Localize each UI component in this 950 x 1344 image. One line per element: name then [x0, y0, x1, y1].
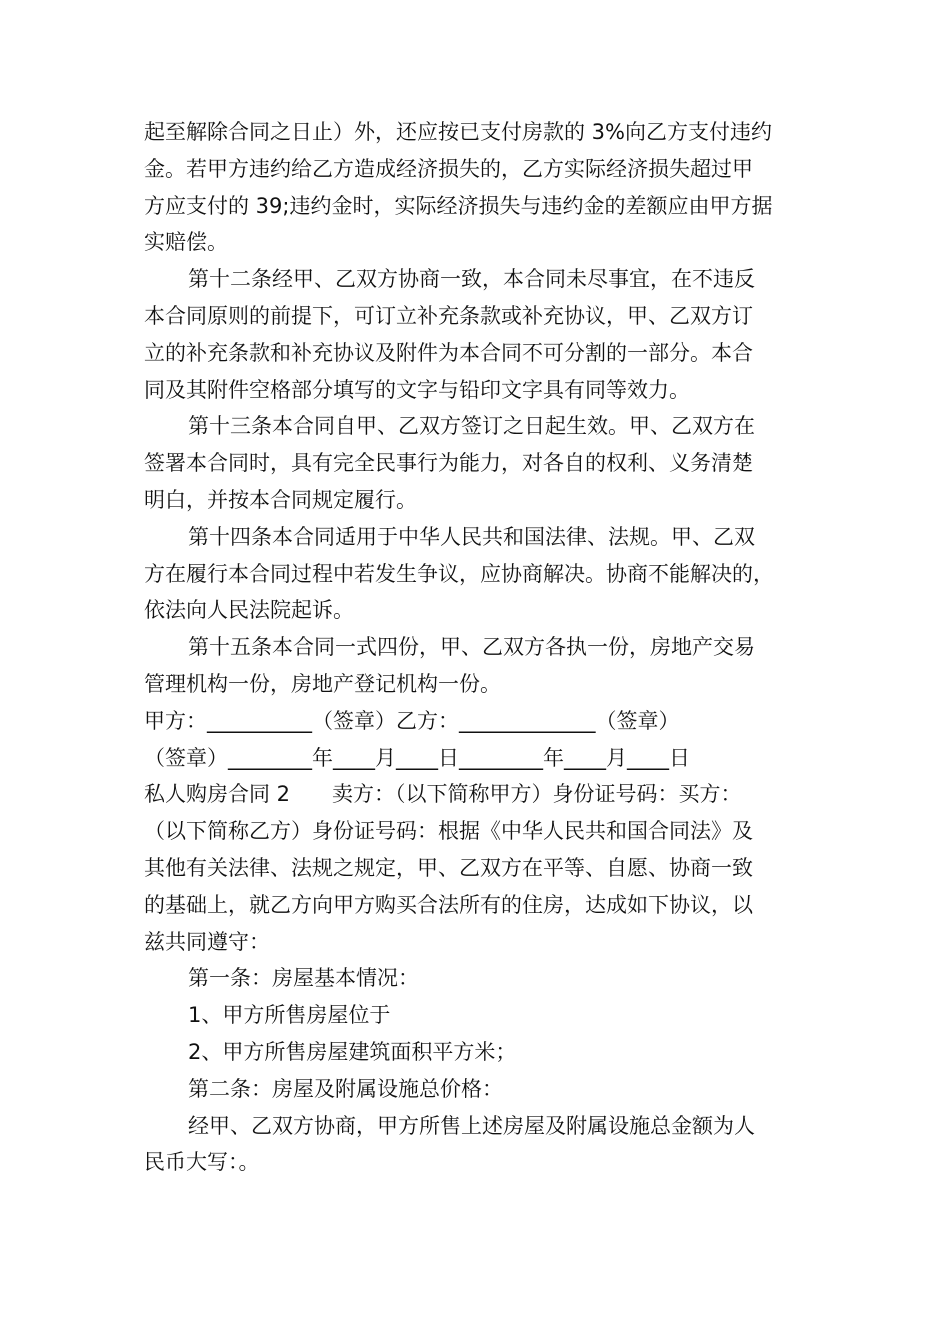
text-line: 金。若甲方违约给乙方造成经济损失的，乙方实际经济损失超过甲	[144, 156, 753, 181]
text-line: 依法向人民法院起诉。	[144, 598, 354, 623]
list-item: 1、甲方所售房屋位于	[188, 1003, 391, 1028]
article-12-line: 第十二条经甲、乙双方协商一致，本合同未尽事宜，在不违反	[188, 267, 755, 292]
text-line: 兹共同遵守：	[144, 929, 270, 954]
text-line: 经甲、乙双方协商，甲方所售上述房屋及附属设施总金额为人	[188, 1113, 755, 1138]
text-line: 民币大写：。	[144, 1150, 260, 1175]
contract-text	[144, 114, 814, 1181]
text-line: 其他有关法律、法规之规定，甲、乙双方在平等、自愿、协商一致	[144, 855, 753, 880]
article-13-line: 第十三条本合同自甲、乙双方签订之日起生效。甲、乙双方在	[188, 414, 755, 439]
text-line: 方应支付的 39;违约金时，实际经济损失与违约金的差额应由甲方据	[144, 193, 773, 218]
text-line: 的基础上，就乙方向甲方购买合法所有的住房，达成如下协议，以	[144, 892, 753, 917]
signature-line: 甲方：__________（签章）乙方：_____________（签章）	[144, 708, 680, 733]
article-15-line: 第十五条本合同一式四份，甲、乙双方各执一份，房地产交易	[188, 635, 755, 660]
text-line: 起至解除合同之日止）外，还应按已支付房款的 3%向乙方支付违约	[144, 120, 772, 144]
contract-2-heading-line: 私人购房合同 2 卖方：（以下简称甲方）身份证号码：买方：	[144, 782, 742, 807]
article-14-line: 第十四条本合同适用于中华人民共和国法律、法规。甲、乙双	[188, 524, 755, 549]
text-line: 本合同原则的前提下，可订立补充条款或补充协议，甲、乙双方订	[144, 303, 753, 328]
list-item: 2、甲方所售房屋建筑面积平方米；	[188, 1039, 517, 1064]
text-line: （以下简称乙方）身份证号码：根据《中华人民共和国合同法》及	[144, 819, 753, 844]
text-line: 签署本合同时，具有完全民事行为能力，对各自的权利、义务清楚	[144, 451, 753, 476]
text-line: 实赔偿。	[144, 230, 228, 255]
text-line: 方在履行本合同过程中若发生争议，应协商解决。协商不能解决的，	[144, 561, 774, 586]
article-2-line: 第二条：房屋及附属设施总价格：	[188, 1076, 503, 1101]
text-line: 明白，并按本合同规定履行。	[144, 487, 417, 512]
article-1-line: 第一条：房屋基本情况：	[188, 966, 419, 991]
text-line: 立的补充条款和补充协议及附件为本合同不可分割的一部分。本合	[144, 340, 753, 365]
text-line: 同及其附件空格部分填写的文字与铅印文字具有同等效力。	[144, 377, 690, 402]
date-line: （签章）________年____月____日________年____月____日	[144, 745, 690, 770]
text-line: 管理机构一份，房地产登记机构一份。	[144, 671, 501, 696]
